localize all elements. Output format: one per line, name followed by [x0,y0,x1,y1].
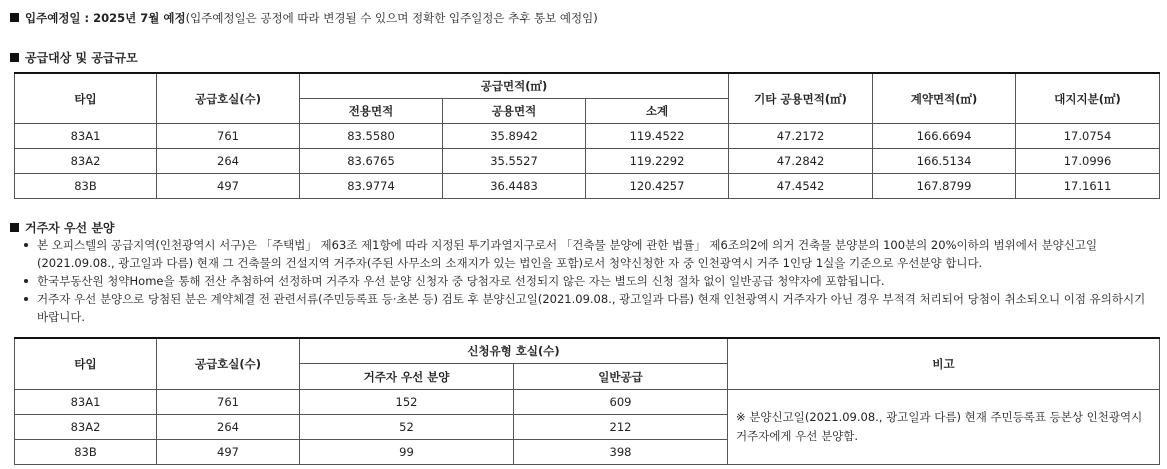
move-in-date: 입주예정일 : 2025년 7월 예정 [25,11,186,25]
table-cell: 35.8942 [443,124,586,149]
table-cell: 398 [514,440,728,465]
table-cell: 166.6694 [873,124,1016,149]
table-cell: 264 [157,149,300,174]
col-header-type: 타입 [15,338,157,390]
table-cell: 17.0754 [1016,124,1160,149]
table-cell: 99 [300,440,514,465]
table-row [15,149,1160,174]
remark-note: ※ 분양신고일(2021.09.08., 광고일과 다름) 현재 주민등록표 등본상 인천광역시 거주자에게 우선 분양함. [728,390,1160,465]
col-header-supply-area: 공급면적(㎡) [300,73,729,99]
table-cell: 83A2 [15,149,157,174]
resident-section-heading [10,219,115,236]
col-header-common: 공용면적 [443,99,586,124]
bullet-text: 거주자 우선 분양으로 당첨된 분은 계약체결 전 관련서류(주민등록표 등·초본 등) 검토 후 분양신고일(2021.09.08., 광고일과 다름) 현재 인천광역시 거주자가 아닌 경우 부적격 처리되어 당첨이 취소되오니 이점 유의하시기 바랍니다. [37,292,1146,324]
table-cell: 761 [157,390,300,415]
col-header-remark: 비고 [728,338,1160,390]
table-cell: 35.5527 [443,149,586,174]
square-bullet-icon [10,53,19,62]
table-cell: 52 [300,415,514,440]
table-row [15,174,1160,199]
table-cell: 47.4542 [729,174,873,199]
resident-bullet-list [24,236,1154,326]
square-bullet-icon [10,223,19,232]
table-cell: 497 [157,440,300,465]
table-cell: 83.6765 [300,149,443,174]
table-cell: 83A1 [15,390,157,415]
move-in-detail: (입주예정일은 공정에 따라 변경될 수 있으며 정확한 입주일정은 추후 통보 예정임) [185,11,598,25]
table-cell: 17.1611 [1016,174,1160,199]
supply-table [14,72,1160,199]
supply-section-title: 공급대상 및 공급규모 [25,51,138,65]
bullet-text: 한국부동산원 청약Home을 통해 전산 추첨하여 선정하며 거주자 우선 분양 신청자 중 당첨자로 선정되지 않은 자는 별도의 신청 절차 없이 일반공급 청약자에 포함됩니다. [37,274,885,288]
bullet-dot-icon [24,243,28,247]
col-header-resident-priority: 거주자 우선 분양 [300,364,514,390]
table-cell: 83A1 [15,124,157,149]
table-cell: 47.2172 [729,124,873,149]
table-cell: 119.2292 [586,149,729,174]
move-in-notice [10,10,598,26]
bullet-text: 본 오피스텔의 공급지역(인천광역시 서구)은 「주택법」 제63조 제1항에 따라 지정된 투기과열지구로서 「건축물 분양에 관한 법률」 제6조의2에 의거 건축물 분양분의 100분의 20%이하의 범위에서 분양신고일(2021.09.08., 광고일과 다름) 현재 그 건축물의 건설지역 거주자(주된 사무소의 소재지가 있는 법인을 포함)로서 청약신청한 자 중 인천광역시 거주 1인당 1실을 기준으로 우선분양 합니다. [37,238,1098,270]
table-cell: 167.8799 [873,174,1016,199]
table-cell: 119.4522 [586,124,729,149]
table-cell: 83.5580 [300,124,443,149]
table-cell: 761 [157,124,300,149]
table-cell: 609 [514,390,728,415]
col-header-type: 타입 [15,73,157,124]
col-header-exclusive: 전용면적 [300,99,443,124]
table-cell: 152 [300,390,514,415]
table-cell: 83A2 [15,415,157,440]
table-row [15,390,1160,415]
col-header-subtotal: 소계 [586,99,729,124]
col-header-other-common: 기타 공용면적(㎡) [729,73,873,124]
table-cell: 166.5134 [873,149,1016,174]
table-cell: 83.9774 [300,174,443,199]
col-header-land-share: 대지지분(㎡) [1016,73,1160,124]
table-cell: 120.4257 [586,174,729,199]
table-cell: 264 [157,415,300,440]
table-cell: 47.2842 [729,149,873,174]
table-cell: 83B [15,440,157,465]
table-cell: 36.4483 [443,174,586,199]
col-header-apply-type: 신청유형 호실(수) [300,338,728,364]
col-header-units: 공급호실(수) [157,338,300,390]
table-cell: 212 [514,415,728,440]
bullet-dot-icon [24,297,28,301]
supply-section-heading [10,49,138,66]
col-header-contract-area: 계약면적(㎡) [873,73,1016,124]
table-cell: 83B [15,174,157,199]
list-item [24,272,1154,290]
square-bullet-icon [10,13,19,22]
list-item [24,290,1154,326]
list-item [24,236,1154,272]
table-cell: 17.0996 [1016,149,1160,174]
col-header-units: 공급호실(수) [157,73,300,124]
resident-allocation-table [14,337,1160,465]
bullet-dot-icon [24,279,28,283]
col-header-general-supply: 일반공급 [514,364,728,390]
table-row [15,124,1160,149]
resident-section-title: 거주자 우선 분양 [25,221,115,235]
table-cell: 497 [157,174,300,199]
